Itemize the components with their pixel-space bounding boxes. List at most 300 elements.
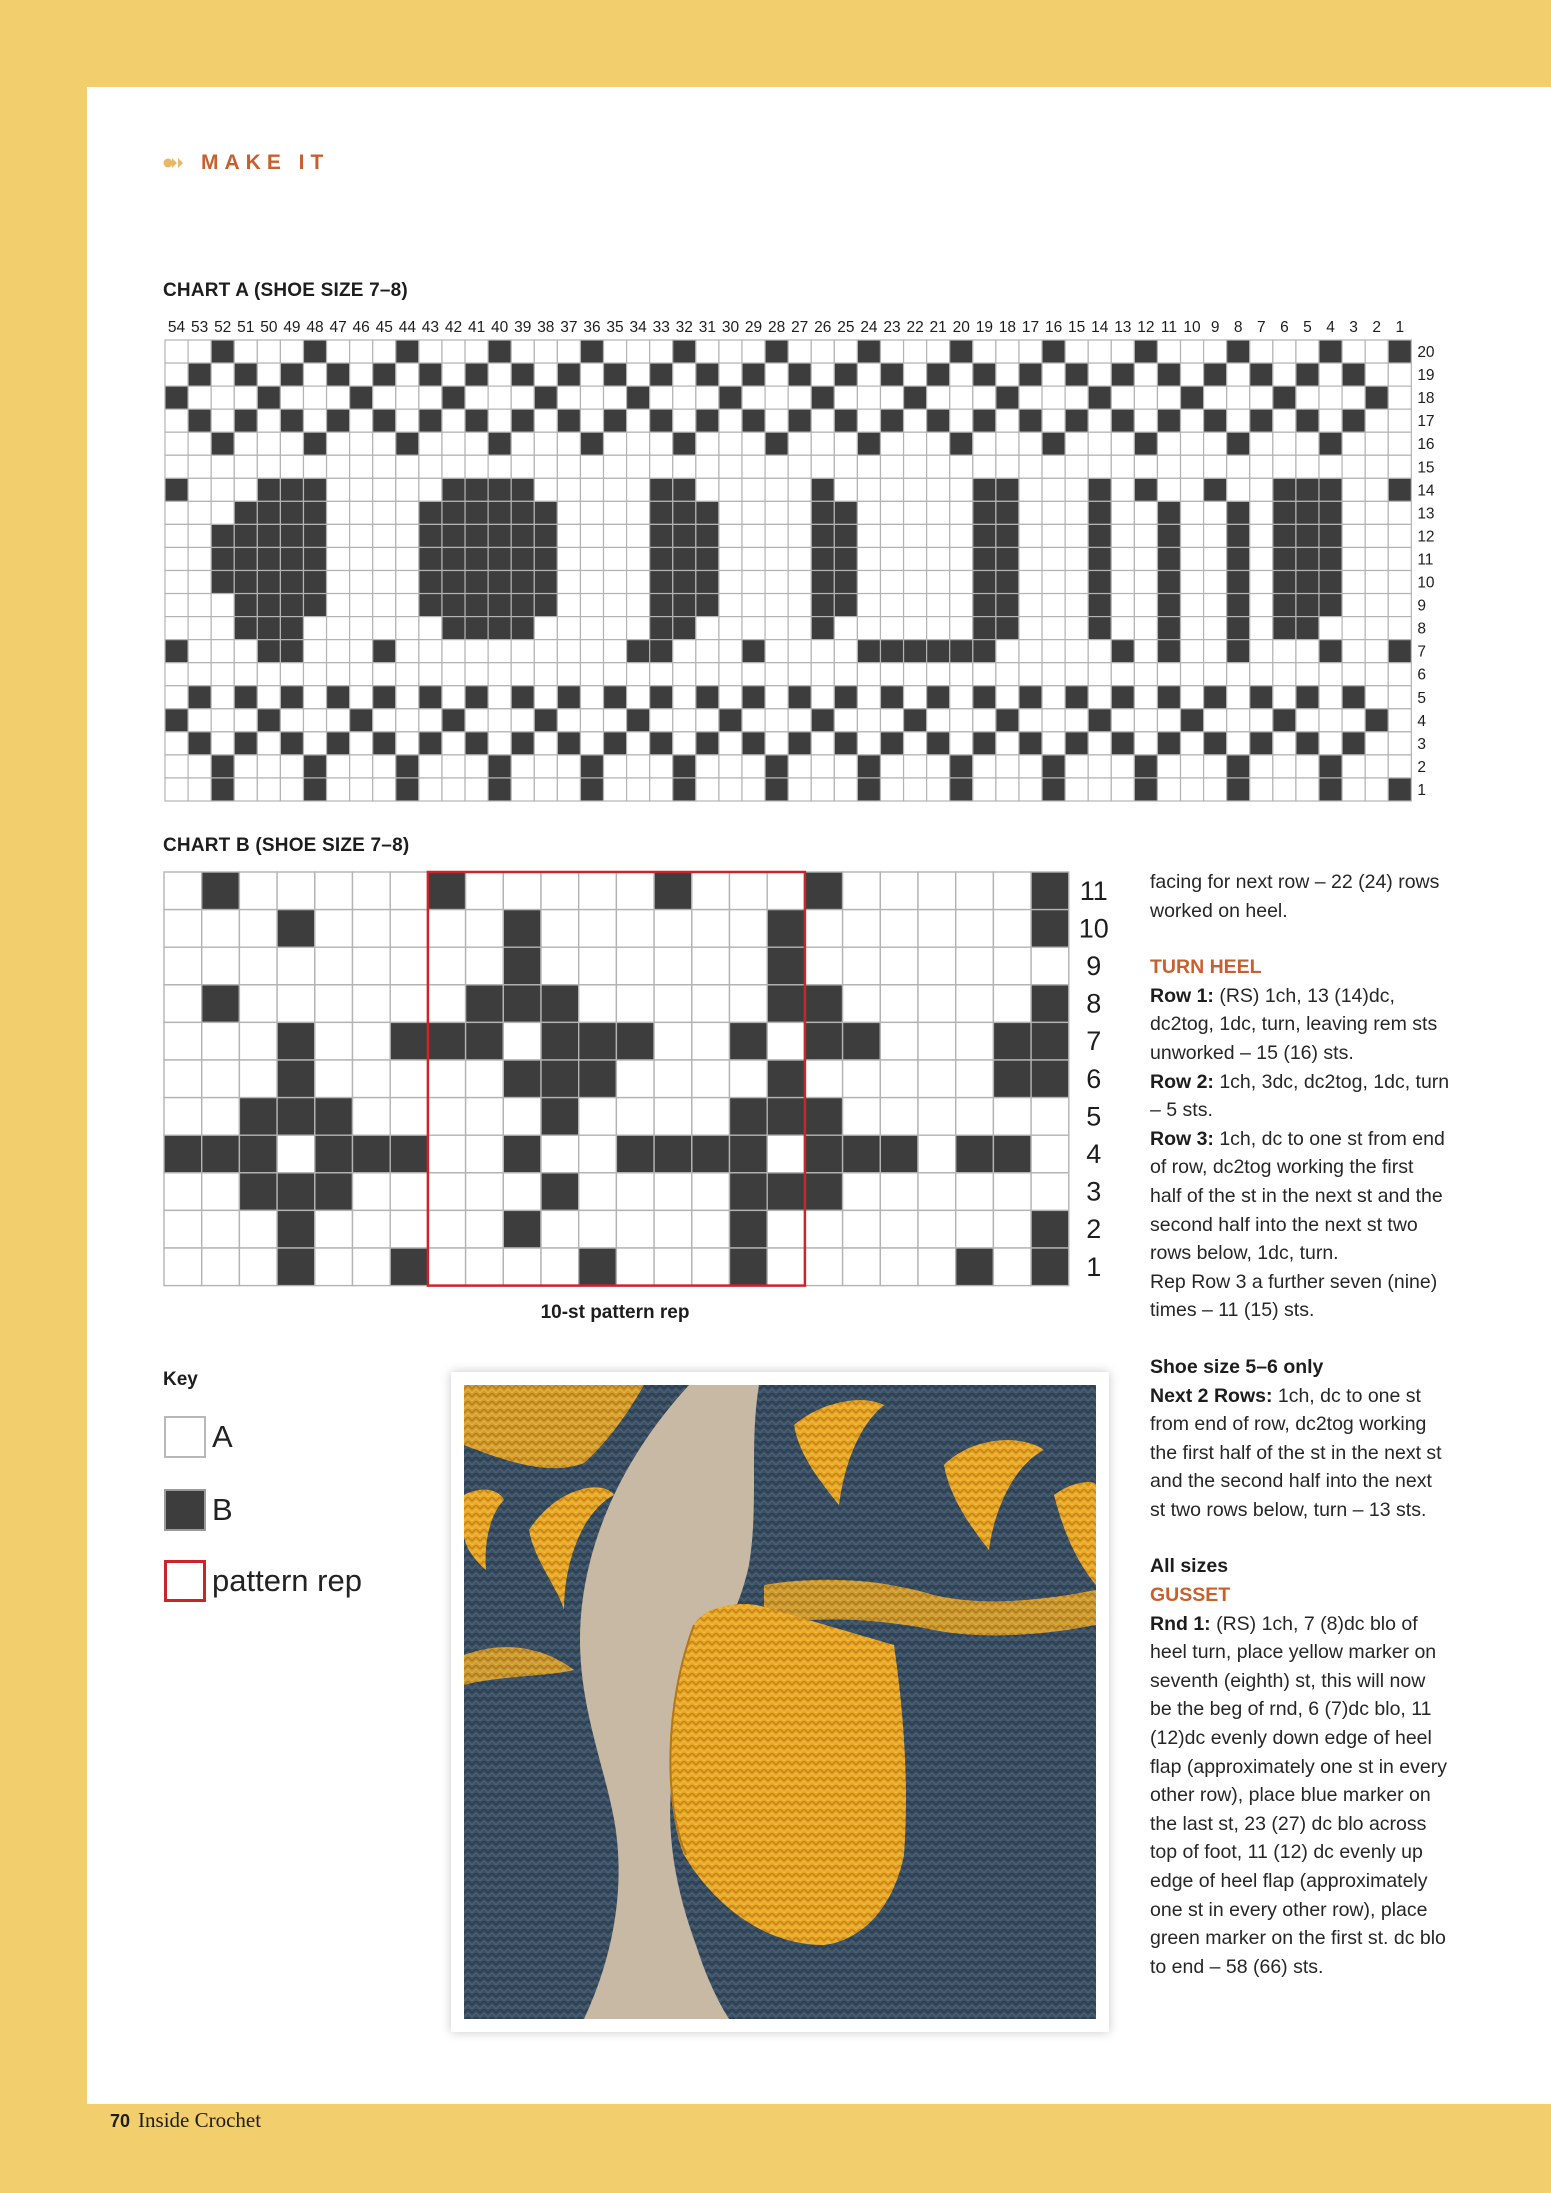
- chart-b-cell: [541, 1022, 579, 1060]
- chart-a-cell: [511, 778, 534, 801]
- chart-a-cell: [580, 663, 603, 686]
- chart-a-cell: [1365, 386, 1388, 409]
- chart-b-cell: [1031, 985, 1069, 1023]
- chart-a-column-label: 32: [675, 319, 693, 336]
- chart-a-column-label: 8: [1233, 319, 1243, 336]
- chart-b-row-label: 9: [1086, 951, 1102, 981]
- chart-a-cell: [211, 709, 234, 732]
- chart-a-cell: [904, 732, 927, 755]
- chart-a-cell: [280, 640, 303, 663]
- chart-a-cell: [580, 755, 603, 778]
- chart-b-cell: [730, 1022, 768, 1060]
- chart-a-column-label: 3: [1349, 319, 1358, 336]
- chart-a-cell: [834, 432, 857, 455]
- chart-a-cell: [396, 594, 419, 617]
- chart-a-cell: [1227, 617, 1250, 640]
- chart-a-cell: [534, 432, 557, 455]
- chart-a-cell: [927, 409, 950, 432]
- chart-a-cell: [1088, 732, 1111, 755]
- chart-a-row-label: 9: [1417, 597, 1426, 615]
- chart-a-cell: [765, 755, 788, 778]
- chart-a-cell: [950, 617, 973, 640]
- chart-a-cell: [880, 455, 903, 478]
- chart-a-cell: [211, 524, 234, 547]
- chart-a-column-label: 17: [1021, 319, 1040, 336]
- chart-b-cell: [1031, 1210, 1069, 1248]
- chart-a-cell: [234, 455, 257, 478]
- chart-a-cell: [996, 547, 1019, 570]
- chart-a-cell: [811, 755, 834, 778]
- chart-a-cell: [211, 617, 234, 640]
- chart-a-cell: [627, 617, 650, 640]
- chart-b-cell: [956, 1248, 994, 1286]
- chart-a-cell: [350, 686, 373, 709]
- chart-a-cell: [442, 732, 465, 755]
- chart-b-cell: [730, 910, 768, 948]
- chart-a-cell: [280, 594, 303, 617]
- chart-a-cell: [765, 778, 788, 801]
- chart-a-cell: [396, 640, 419, 663]
- chart-a-cell: [1365, 663, 1388, 686]
- chart-a-cell: [1204, 778, 1227, 801]
- chart-a-cell: [580, 363, 603, 386]
- chart-a-cell: [211, 455, 234, 478]
- chart-a-cell: [1227, 386, 1250, 409]
- chart-a-cell: [488, 432, 511, 455]
- chart-a-cell: [834, 617, 857, 640]
- chart-a-cell: [1365, 524, 1388, 547]
- chart-a-cell: [1250, 755, 1273, 778]
- chart-b-cell: [805, 1022, 843, 1060]
- chart-b-cell: [956, 947, 994, 985]
- chart-b-cell: [616, 1173, 654, 1211]
- chart-a-cell: [627, 663, 650, 686]
- chart-a-cell: [719, 340, 742, 363]
- sock-photo: [464, 1385, 1096, 2019]
- chart-b-cell: [805, 872, 843, 910]
- chart-a-cell: [627, 455, 650, 478]
- chart-a-cell: [1319, 571, 1342, 594]
- chart-a-cell: [234, 432, 257, 455]
- chart-a-cell: [996, 732, 1019, 755]
- chart-b-cell: [390, 910, 428, 948]
- chart-a-cell: [280, 663, 303, 686]
- chart-a-cell: [1065, 432, 1088, 455]
- chart-a-cell: [719, 455, 742, 478]
- chart-a-cell: [396, 524, 419, 547]
- chart-a-cell: [303, 386, 326, 409]
- chart-a-cell: [188, 432, 211, 455]
- chart-a-cell: [1342, 617, 1365, 640]
- chart-a-cell: [857, 340, 880, 363]
- chart-a-cell: [1088, 640, 1111, 663]
- chart-a-cell: [419, 363, 442, 386]
- chart-a-cell: [1388, 571, 1411, 594]
- chart-a-cell: [950, 571, 973, 594]
- chart-a-cell: [257, 617, 280, 640]
- chart-a-cell: [1019, 478, 1042, 501]
- chart-a-cell: [673, 501, 696, 524]
- chart-a-cell: [1042, 409, 1065, 432]
- chart-a-cell: [880, 501, 903, 524]
- chart-a-cell: [1342, 547, 1365, 570]
- chart-a-cell: [373, 617, 396, 640]
- chart-a-cell: [1134, 709, 1157, 732]
- chart-b-cell: [654, 872, 692, 910]
- chart-a-cell: [1204, 709, 1227, 732]
- chart-a-cell: [973, 340, 996, 363]
- chart-a-cell: [327, 732, 350, 755]
- chart-a-cell: [303, 778, 326, 801]
- chart-a-cell: [327, 340, 350, 363]
- chart-a-cell: [534, 409, 557, 432]
- chart-a-cell: [834, 340, 857, 363]
- chart-a-cell: [1111, 709, 1134, 732]
- chart-a-cell: [1111, 340, 1134, 363]
- chart-a-cell: [257, 455, 280, 478]
- chart-a-cell: [788, 755, 811, 778]
- chart-a-cell: [627, 363, 650, 386]
- chart-a-cell: [234, 640, 257, 663]
- chart-a-cell: [1273, 732, 1296, 755]
- chart-a-cell: [165, 501, 188, 524]
- chart-a-cell: [534, 640, 557, 663]
- chart-a-cell: [834, 409, 857, 432]
- chart-a-cell: [1088, 386, 1111, 409]
- row-text: 1ch, dc to one st from end of row, dc2tog working the first half of the st in the next st and the second half into the next st two rows below, turn – 13 sts.: [1150, 1384, 1442, 1521]
- chart-a-cell: [488, 363, 511, 386]
- chart-a-cell: [834, 478, 857, 501]
- chart-a-cell: [165, 478, 188, 501]
- chart-b-cell: [843, 1022, 881, 1060]
- chart-a-cell: [1042, 755, 1065, 778]
- chart-a-cell: [1111, 686, 1134, 709]
- chart-a-cell: [1273, 363, 1296, 386]
- chart-b-cell: [918, 1248, 956, 1286]
- key-label-pattern-rep: pattern rep: [212, 1563, 362, 1598]
- chart-a-cell: [904, 663, 927, 686]
- chart-a-cell: [419, 409, 442, 432]
- instructions-column: [1150, 868, 1450, 1981]
- chart-b-cell: [993, 910, 1031, 948]
- chart-b-cell: [503, 1060, 541, 1098]
- chart-a-cell: [1111, 478, 1134, 501]
- chart-a-cell: [927, 386, 950, 409]
- chart-a-cell: [419, 455, 442, 478]
- chart-b-cell: [993, 947, 1031, 985]
- chart-a-cell: [1157, 340, 1180, 363]
- chart-b-cell: [239, 872, 277, 910]
- chart-b-cell: [805, 910, 843, 948]
- chart-a-cell: [165, 386, 188, 409]
- chart-a-cell: [834, 640, 857, 663]
- chart-a-cell: [442, 478, 465, 501]
- chart-a-cell: [696, 571, 719, 594]
- chart-a-cell: [1042, 524, 1065, 547]
- chart-a-column-label: 52: [214, 319, 232, 336]
- chart-a-cell: [857, 686, 880, 709]
- chart-a-cell: [396, 732, 419, 755]
- chart-a-cell: [788, 709, 811, 732]
- chart-a-cell: [834, 386, 857, 409]
- chart-a-cell: [1296, 501, 1319, 524]
- chart-a-cell: [1319, 501, 1342, 524]
- chart-a-cell: [1388, 455, 1411, 478]
- chart-a-cell: [188, 755, 211, 778]
- chart-a-cell: [1273, 340, 1296, 363]
- row-text: 1ch, dc to one st from end of row, dc2tog working the first half of the st in the next st and the second half into the next st two rows below, 1dc, turn.: [1150, 1127, 1445, 1265]
- chart-a-cell: [880, 340, 903, 363]
- chart-b-cell: [164, 1210, 202, 1248]
- chart-b-cell: [466, 1173, 504, 1211]
- chart-a-cell: [1319, 524, 1342, 547]
- chart-b-cell: [730, 1173, 768, 1211]
- chart-a-cell: [1065, 594, 1088, 617]
- chart-a-cell: [696, 778, 719, 801]
- chart-a-row-label: 13: [1417, 505, 1435, 523]
- row-label: Next 2 Rows:: [1150, 1384, 1273, 1407]
- paragraph-gap: [1150, 1325, 1450, 1353]
- chart-a-cell: [719, 524, 742, 547]
- chart-a-cell: [1365, 732, 1388, 755]
- chart-a-cell: [811, 617, 834, 640]
- chart-a-cell: [1388, 547, 1411, 570]
- chart-a-cell: [604, 409, 627, 432]
- chart-b-cell: [503, 1022, 541, 1060]
- chart-a-column-label: 5: [1303, 319, 1312, 336]
- chart-a-cell: [880, 778, 903, 801]
- chart-a-cell: [257, 432, 280, 455]
- chart-a-cell: [396, 455, 419, 478]
- chart-a-cell: [257, 663, 280, 686]
- chart-a-cell: [1250, 547, 1273, 570]
- chart-a-cell: [673, 594, 696, 617]
- chart-a-cell: [1342, 524, 1365, 547]
- chart-a-cell: [1065, 478, 1088, 501]
- chart-a-cell: [1065, 409, 1088, 432]
- chart-b-cell: [503, 947, 541, 985]
- chart-a-cell: [419, 617, 442, 640]
- chart-a-cell: [442, 455, 465, 478]
- chart-a-cell: [580, 340, 603, 363]
- chart-a-cell: [534, 663, 557, 686]
- chart-a-cell: [488, 663, 511, 686]
- chart-a-cell: [257, 386, 280, 409]
- chart-a-cell: [1134, 501, 1157, 524]
- chart-a-row-label: 2: [1417, 758, 1426, 776]
- chart-b-cell: [503, 985, 541, 1023]
- chart-a-cell: [1088, 686, 1111, 709]
- chart-a-cell: [1111, 663, 1134, 686]
- chart-a-cell: [857, 547, 880, 570]
- chart-b-cell: [843, 1173, 881, 1211]
- chart-a-cell: [1342, 340, 1365, 363]
- chart-a-cell: [1250, 663, 1273, 686]
- section-label: MAKE IT: [201, 151, 330, 174]
- chart-a-cell: [1157, 501, 1180, 524]
- chart-a-cell: [834, 455, 857, 478]
- chart-a-cell: [696, 663, 719, 686]
- chart-a-cell: [857, 501, 880, 524]
- chart-a-cell: [1019, 363, 1042, 386]
- chart-a-cell: [1134, 340, 1157, 363]
- chart-a-cell: [996, 640, 1019, 663]
- chart-a-cell: [950, 340, 973, 363]
- chart-a-cell: [1157, 755, 1180, 778]
- chart-a-cell: [1388, 686, 1411, 709]
- chart-b-cell: [767, 1022, 805, 1060]
- chart-a-cell: [557, 432, 580, 455]
- chart-a-cell: [788, 524, 811, 547]
- chart-a-cell: [973, 663, 996, 686]
- chart-b-cell: [1031, 1098, 1069, 1136]
- chart-a-cell: [1042, 640, 1065, 663]
- chart-a-cell: [696, 432, 719, 455]
- chart-b-cell: [843, 985, 881, 1023]
- chart-a-cell: [303, 524, 326, 547]
- chart-a-cell: [857, 524, 880, 547]
- chart-b-cell: [277, 1135, 315, 1173]
- chart-b-cell: [466, 947, 504, 985]
- chart-a-cell: [396, 386, 419, 409]
- chart-a-cell: [1111, 524, 1134, 547]
- chart-a-cell: [650, 363, 673, 386]
- chart-a-cell: [1157, 778, 1180, 801]
- chart-b-cell: [692, 872, 730, 910]
- chart-a-cell: [1388, 594, 1411, 617]
- chart-a-cell: [488, 755, 511, 778]
- chart-a-cell: [742, 640, 765, 663]
- chart-a-cell: [1296, 709, 1319, 732]
- chart-a-cell: [488, 386, 511, 409]
- chart-a-cell: [465, 432, 488, 455]
- chart-a-cell: [1250, 640, 1273, 663]
- chart-a-cell: [1111, 594, 1134, 617]
- chart-a-column-label: 37: [560, 319, 578, 336]
- chart-a-cell: [650, 571, 673, 594]
- chart-a-cell: [303, 640, 326, 663]
- chart-a-column-label: 39: [514, 319, 532, 336]
- chart-a-cell: [950, 409, 973, 432]
- chart-b-cell: [654, 947, 692, 985]
- chart-a-cell: [1019, 617, 1042, 640]
- chart-a-cell: [211, 571, 234, 594]
- chart-a-cell: [442, 686, 465, 709]
- chart-a-cell: [788, 386, 811, 409]
- key-swatch-a: [164, 1416, 206, 1458]
- chart-a-cell: [327, 571, 350, 594]
- chart-b-cell: [918, 1022, 956, 1060]
- chart-a-cell: [419, 663, 442, 686]
- chart-a-cell: [1273, 686, 1296, 709]
- chart-a-cell: [327, 663, 350, 686]
- chart-a-cell: [650, 432, 673, 455]
- chart-a-cell: [1388, 663, 1411, 686]
- chart-a-cell: [257, 640, 280, 663]
- chart-a-cell: [419, 386, 442, 409]
- chart-a-cell: [904, 686, 927, 709]
- chart-a-cell: [1296, 455, 1319, 478]
- chart-a-row-label: 4: [1417, 712, 1426, 730]
- chart-a-cell: [1204, 363, 1227, 386]
- chart-a-cell: [1204, 524, 1227, 547]
- chart-a-cell: [488, 617, 511, 640]
- chart-a-cell: [557, 709, 580, 732]
- chart-a-cell: [927, 478, 950, 501]
- chart-a-cell: [996, 409, 1019, 432]
- chart-a-cell: [211, 640, 234, 663]
- chart-a-cell: [811, 686, 834, 709]
- chart-a-column-label: 26: [814, 319, 832, 336]
- chart-a-cell: [1019, 432, 1042, 455]
- chart-a-cell: [834, 363, 857, 386]
- chart-a-cell: [211, 478, 234, 501]
- chart-a-cell: [1042, 709, 1065, 732]
- chart-a-cell: [1019, 386, 1042, 409]
- chart-a-cell: [880, 663, 903, 686]
- chart-a-cell: [765, 432, 788, 455]
- chart-a-cell: [834, 778, 857, 801]
- chart-a-cell: [165, 732, 188, 755]
- chart-a-cell: [1088, 478, 1111, 501]
- chart-a-cell: [1296, 640, 1319, 663]
- chart-a-cell: [1088, 663, 1111, 686]
- chart-b-cell: [692, 1022, 730, 1060]
- chart-a-cell: [1388, 778, 1411, 801]
- chart-a-cell: [488, 501, 511, 524]
- chart-b-cell: [654, 1210, 692, 1248]
- subheading: Shoe size 5–6 only: [1150, 1355, 1324, 1378]
- chart-a-cell: [373, 409, 396, 432]
- chart-a-cell: [788, 478, 811, 501]
- chart-a-cell: [1273, 709, 1296, 732]
- chart-a-cell: [973, 594, 996, 617]
- chart-b-cell: [918, 985, 956, 1023]
- chart-b-cell: [767, 910, 805, 948]
- chart-a-cell: [557, 755, 580, 778]
- chart-a-cell: [904, 709, 927, 732]
- chart-a-cell: [1088, 571, 1111, 594]
- chart-b-cell: [428, 910, 466, 948]
- chart-a-cell: [996, 478, 1019, 501]
- chart-a-cell: [950, 432, 973, 455]
- chart-a-cell: [419, 501, 442, 524]
- chart-a-cell: [604, 594, 627, 617]
- chart-a-cell: [650, 386, 673, 409]
- chart-a-cell: [465, 640, 488, 663]
- chart-b-cell: [390, 872, 428, 910]
- chart-a-column-label: 18: [998, 319, 1017, 336]
- chart-a-cell: [442, 363, 465, 386]
- key-swatch-b: [164, 1489, 206, 1531]
- chart-a-cell: [442, 386, 465, 409]
- chart-a-cell: [465, 778, 488, 801]
- chart-b-cell: [277, 1060, 315, 1098]
- chart-b-cell: [730, 1060, 768, 1098]
- section-header: [163, 150, 329, 176]
- chart-a-cell: [188, 478, 211, 501]
- chart-a-cell: [927, 709, 950, 732]
- chart-a-cell: [211, 778, 234, 801]
- chart-a-cell: [673, 686, 696, 709]
- chart-a-column-label: 35: [606, 319, 624, 336]
- chart-a-cell: [303, 686, 326, 709]
- chart-a-cell: [303, 432, 326, 455]
- chart-a-cell: [534, 363, 557, 386]
- chart-a-cell: [488, 409, 511, 432]
- chart-b-cell: [390, 985, 428, 1023]
- chart-a-cell: [1319, 547, 1342, 570]
